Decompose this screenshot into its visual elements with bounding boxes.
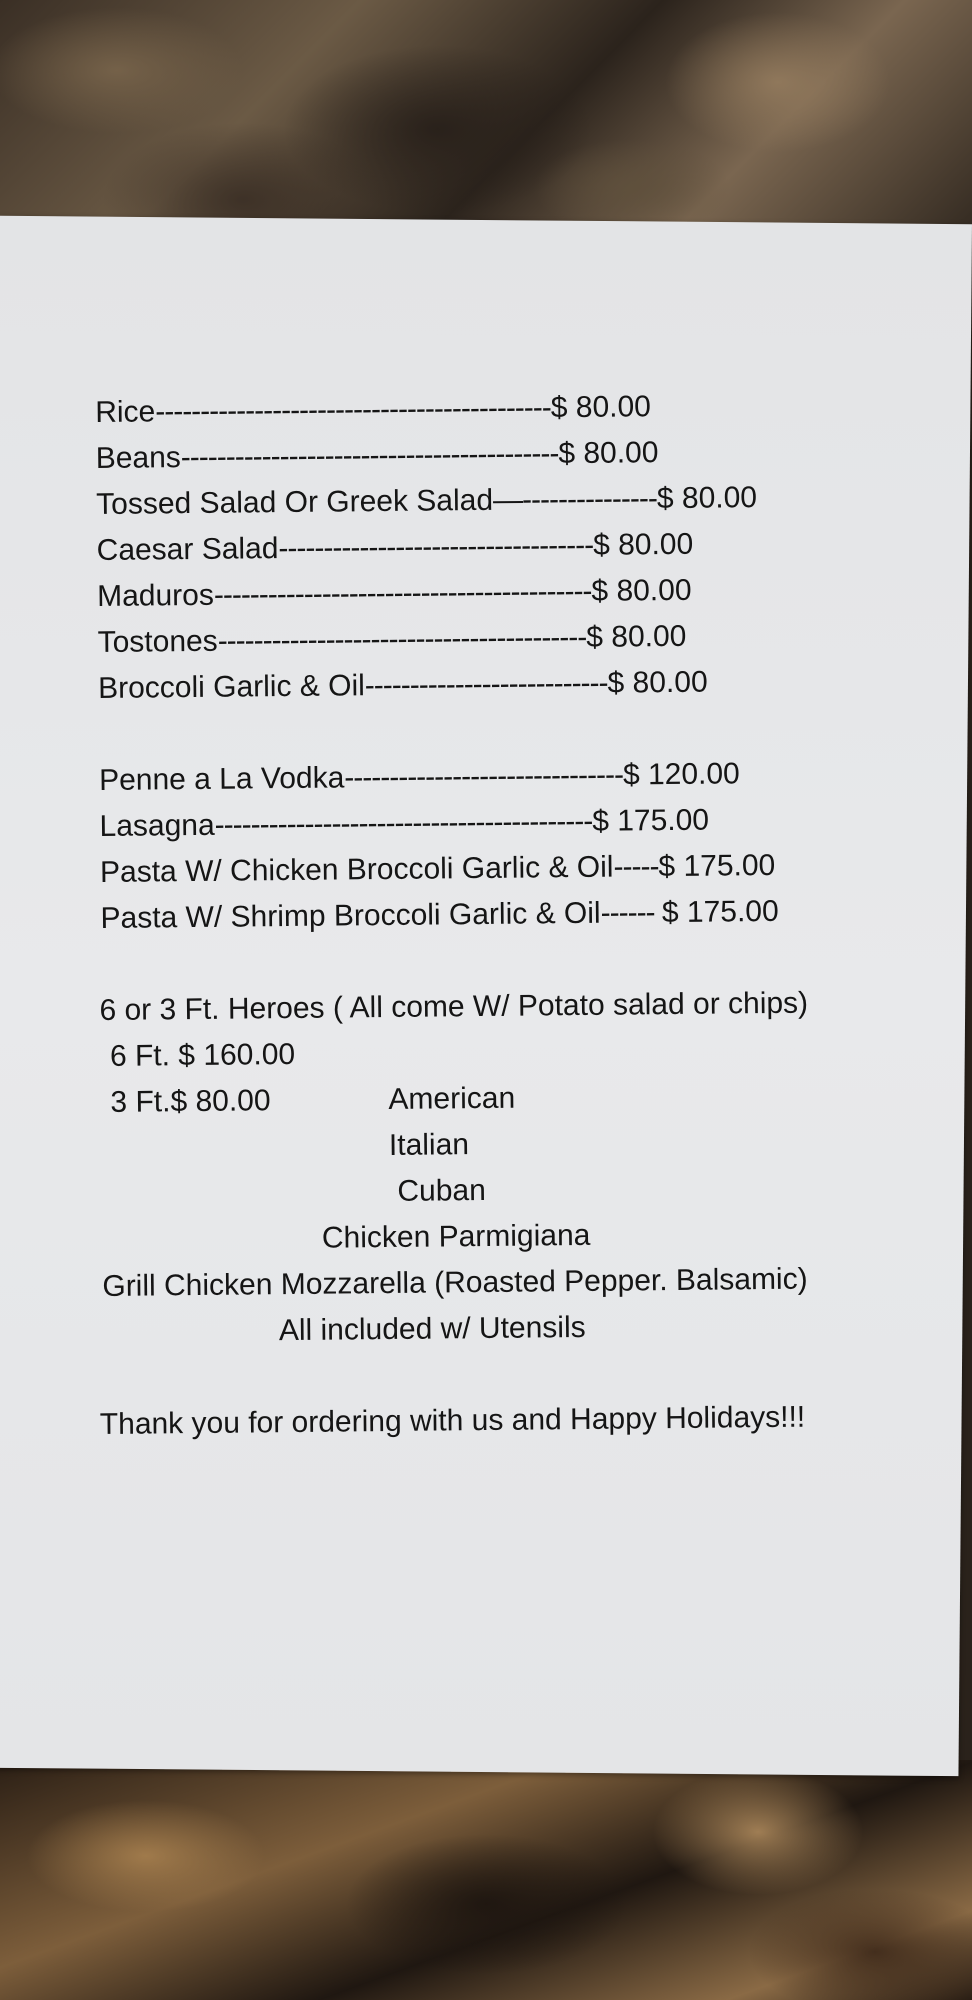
menu-item-penne: Penne a La Vodka-------------------------------$ 120.00 [98, 757, 740, 797]
menu-item-salad: Tossed Salad Or Greek Salad—---------------$ 80.00 [96, 481, 758, 521]
menu-item-pasta-chicken: Pasta W/ Chicken Broccoli Garlic & Oil-----$ 175.00 [99, 848, 776, 889]
marble-countertop-bottom [0, 1760, 972, 2000]
hero-type-cuban: Cuban [397, 1173, 486, 1208]
menu-item-maduros: Maduros------------------------------------------$ 80.00 [96, 573, 692, 613]
menu-item-lasagna: Lasagna------------------------------------------$ 175.00 [99, 803, 710, 843]
menu-item-caesar: Caesar Salad-----------------------------------$ 80.00 [96, 527, 694, 567]
thank-you-message: Thank you for ordering with us and Happy Holidays!!! [99, 1400, 806, 1442]
pasta-section [99, 749, 941, 942]
catering-menu [95, 381, 946, 1448]
menu-item-tostones: Tostones-----------------------------------------$ 80.00 [97, 619, 687, 659]
menu-item-beans: Beans------------------------------------------$ 80.00 [95, 436, 659, 475]
menu-item-pasta-shrimp: Pasta W/ Shrimp Broccoli Garlic & Oil------ $ 175.00 [100, 894, 779, 935]
sides-section [95, 381, 938, 712]
hero-price-6ft: 6 Ft. $ 160.00 [109, 1037, 296, 1073]
heroes-utensils-note: All included w/ Utensils [278, 1310, 586, 1348]
hero-type-chicken-parmigiana: Chicken Parmigiana [321, 1218, 591, 1255]
hero-type-american: American [388, 1081, 516, 1116]
heroes-line-utensils [105, 1301, 945, 1356]
menu-item-broccoli: Broccoli Garlic & Oil---------------------------$ 80.00 [97, 665, 708, 705]
hero-price-3ft: 3 Ft.$ 80.00 [110, 1084, 271, 1119]
menu-item-rice: Rice--------------------------------------------$ 80.00 [95, 390, 652, 429]
marble-countertop-top [0, 0, 972, 235]
hero-type-italian: Italian [388, 1128, 470, 1162]
hero-type-grill-chicken: Grill Chicken Mozzarella (Roasted Pepper. Balsamic) [102, 1262, 808, 1303]
heroes-title: 6 or 3 Ft. Heroes ( All come W/ Potato salad or chips) [99, 986, 809, 1027]
heroes-section [101, 979, 945, 1356]
